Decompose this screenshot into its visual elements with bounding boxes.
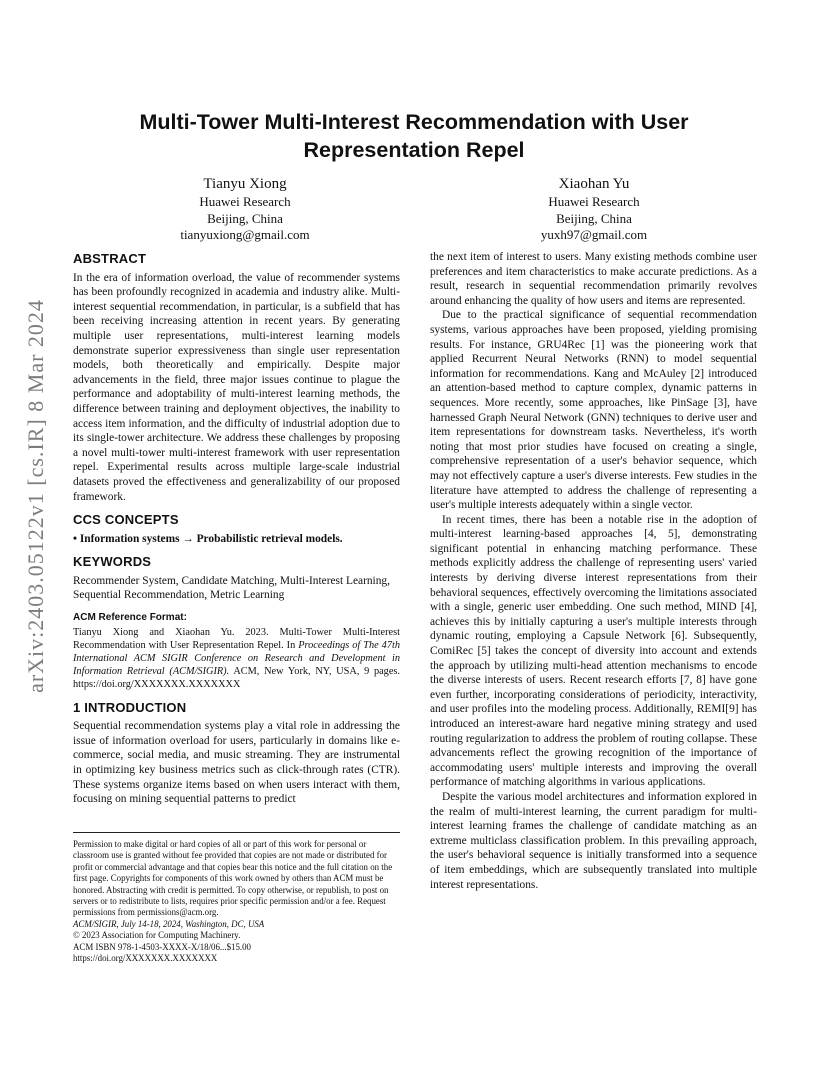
ccs-heading: CCS CONCEPTS xyxy=(73,512,179,528)
permission-footnote xyxy=(73,839,400,964)
author-name: Xiaohan Yu xyxy=(558,176,630,192)
intro-paragraph-3: In recent times, there has been a notable rise in the adoption of multi-interest learning-based approaches [4, 5], demonstrating significant potential in enhancing matching performance. These methods explicitly address the challenge of representing users' varied interests by deriving diverse interest representations from their behavioral sequences, effectively overcoming the limitations associated with a single, generic user embedding. One such method, MIND [4], achieves this by initially capturing a user's multiple interests through dynamic routing, employing a Capsule Network [6]. Subsequently, ComiRec [5] takes the concept of diversity into account and extends the approach by utilizing multi-head attention mechanisms to encode the diverse interests of users. Recent research efforts [7, 8] have gone even further, incorporating considerations of periodicity, interactivity, and user profiles into the modeling process. Additionally, REMI[9] has introduced an interest-aware hard negative mining strategy and used routing regularization to address the problem of routing collapse. These advancements reflect the growing recognition of the importance of accommodating users' multiple interests and improving the overall performance of matching algorithms in various applications. xyxy=(430,513,757,789)
copyright-line: © 2023 Association for Computing Machinery. xyxy=(73,930,241,941)
intro-paragraph-4: Despite the various model architectures and information explored in the realm of multi-interest learning, the current paradigm for multi-interest learning frames the challenge of candidate matching as an extreme multiclass classification problem. In this prevailing approach, the user's behavioral sequence is initially transformed into a sequence of item embeddings, which are subsequently translated into multiple interest representations. xyxy=(430,790,757,891)
intro-paragraph-2: Due to the practical significance of sequential recommendation systems, various approaches have been proposed, yielding promising results. For instance, GRU4Rec [1] was the pioneering work that applied Recurrent Neural Networks (RNN) to model sequential information for recommendations. Kang and McAuley [2] introduced an attention-based method to capture complex, dynamic patterns in sequences. More recently, some approaches, like PinSage [3], have harnessed Graph Neural Network (GNN) techniques to derive user and item representations for downstream tasks. Nevertheless, it's worth noting that most prior studies have focused on creating a single, comprehensive representation of a user's behavior sequence, which may not effectively capture a user's diverse interests. Few studies in the literature have attempted to address the challenge of representing a user's multiple interests adequately within a single vector. xyxy=(430,309,757,512)
keywords-heading: KEYWORDS xyxy=(73,554,152,570)
author-email[interactable]: tianyuxiong@gmail.com xyxy=(180,227,310,242)
acm-reference-text xyxy=(73,626,400,692)
intro-paragraph-continued: the next item of interest to users. Many existing methods combine user preferences and item characteristics to make accurate predictions. As a result, research in sequential recommendation primarily revolves around enhancing the quality of how users and items are represented. xyxy=(430,251,757,307)
author-block-2 xyxy=(469,175,719,244)
author-affiliation: Huawei Research xyxy=(548,194,640,209)
keywords-text: Recommender System, Candidate Matching, Multi-Interest Learning, Sequential Recommendation, Metric Learning xyxy=(73,574,390,602)
right-column xyxy=(430,250,757,892)
author-location: Beijing, China xyxy=(207,210,283,226)
intro-paragraph-1: Sequential recommendation systems play a vital role in addressing the issue of information overload for users, particularly in domains like e-commerce, social media, and music streaming. They are instrumental in optimizing key business metrics such as click-through rates (CTR). These systems organize items based on when users interact with them, focusing on mining sequential patterns to predict xyxy=(73,720,400,806)
abstract-text: In the era of information overload, the value of recommender systems has been profoundly recognized in academia and industry alike. Multi-interest sequential recommendation, in particular, is a subfield that has been receiving increasing attention in recent years. By generating multiple user representations, multi-interest learning models demonstrate superior expressiveness than single user representation models, both theoretically and empirically. Despite major advancements in the field, three major issues continue to plague the performance and adoptability of multi-interest learning methods, the difference between training and deployment objectives, the inability to access item information, and the difficulty of industrial adoption due to its single-tower architecture. We address these challenges by proposing a novel multi-tower multi-interest framework with user representation repel. Experimental results across multiple large-scale industrial datasets proved the effectiveness and generalizability of our proposed framework. xyxy=(73,271,400,503)
author-email[interactable]: yuxh97@gmail.com xyxy=(540,227,648,242)
acm-reference-heading: ACM Reference Format: xyxy=(73,612,187,624)
arxiv-sidebar-stamp xyxy=(14,296,58,696)
acm-reference-pre: Tianyu Xiong and Xiaohan Yu. 2023. Multi-Tower Multi-Interest Recommendation with User Representation Repel. In xyxy=(73,626,400,651)
permission-text: Permission to make digital or hard copies of all or part of this work for personal or classroom use is granted without fee provided that copies are not made or distributed for profit or commercial advantage and that copies bear this notice and the full citation on the first page. Copyrights for components of this work owned by others than ACM must be honored. Abstracting with credit is permitted. To copy otherwise, or republish, to post on servers or to redistribute to lists, requires prior specific permission and/or a fee. Request permissions from permissions@acm.org. xyxy=(73,839,393,918)
author-location: Beijing, China xyxy=(556,210,632,226)
author-affiliation: Huawei Research xyxy=(199,194,291,209)
venue-line: ACM/SIGIR, July 14-18, 2024, Washington, DC, USA xyxy=(73,918,265,929)
intro-heading: 1 INTRODUCTION xyxy=(73,699,187,715)
left-column xyxy=(73,252,400,807)
ccs-concepts-text: • Information systems → Probabilistic retrieval models. xyxy=(73,532,343,545)
footnote-rule xyxy=(73,832,400,833)
author-block-1 xyxy=(120,175,370,244)
arxiv-id: arXiv:2403.05122v1 [cs.IR] 8 Mar 2024 xyxy=(23,299,48,693)
isbn-line: ACM ISBN 978-1-4503-XXXX-X/18/06...$15.00 xyxy=(73,941,251,952)
abstract-heading: ABSTRACT xyxy=(73,251,147,266)
acm-reference-post: ACM, New York, NY, USA, 9 pages. https://doi.org/XXXXXXX.XXXXXXX xyxy=(73,666,400,691)
author-name: Tianyu Xiong xyxy=(203,176,287,192)
acm-reference-venue: Proceedings of The 47th International ACM SIGIR Conference on Research and Development in Information Retrieval (ACM/SIGIR). xyxy=(73,639,400,678)
paper-title: Multi-Tower Multi-Interest Recommendation with User Representation Repel xyxy=(139,110,689,162)
doi-link[interactable]: https://doi.org/XXXXXXX.XXXXXXX xyxy=(73,953,218,964)
